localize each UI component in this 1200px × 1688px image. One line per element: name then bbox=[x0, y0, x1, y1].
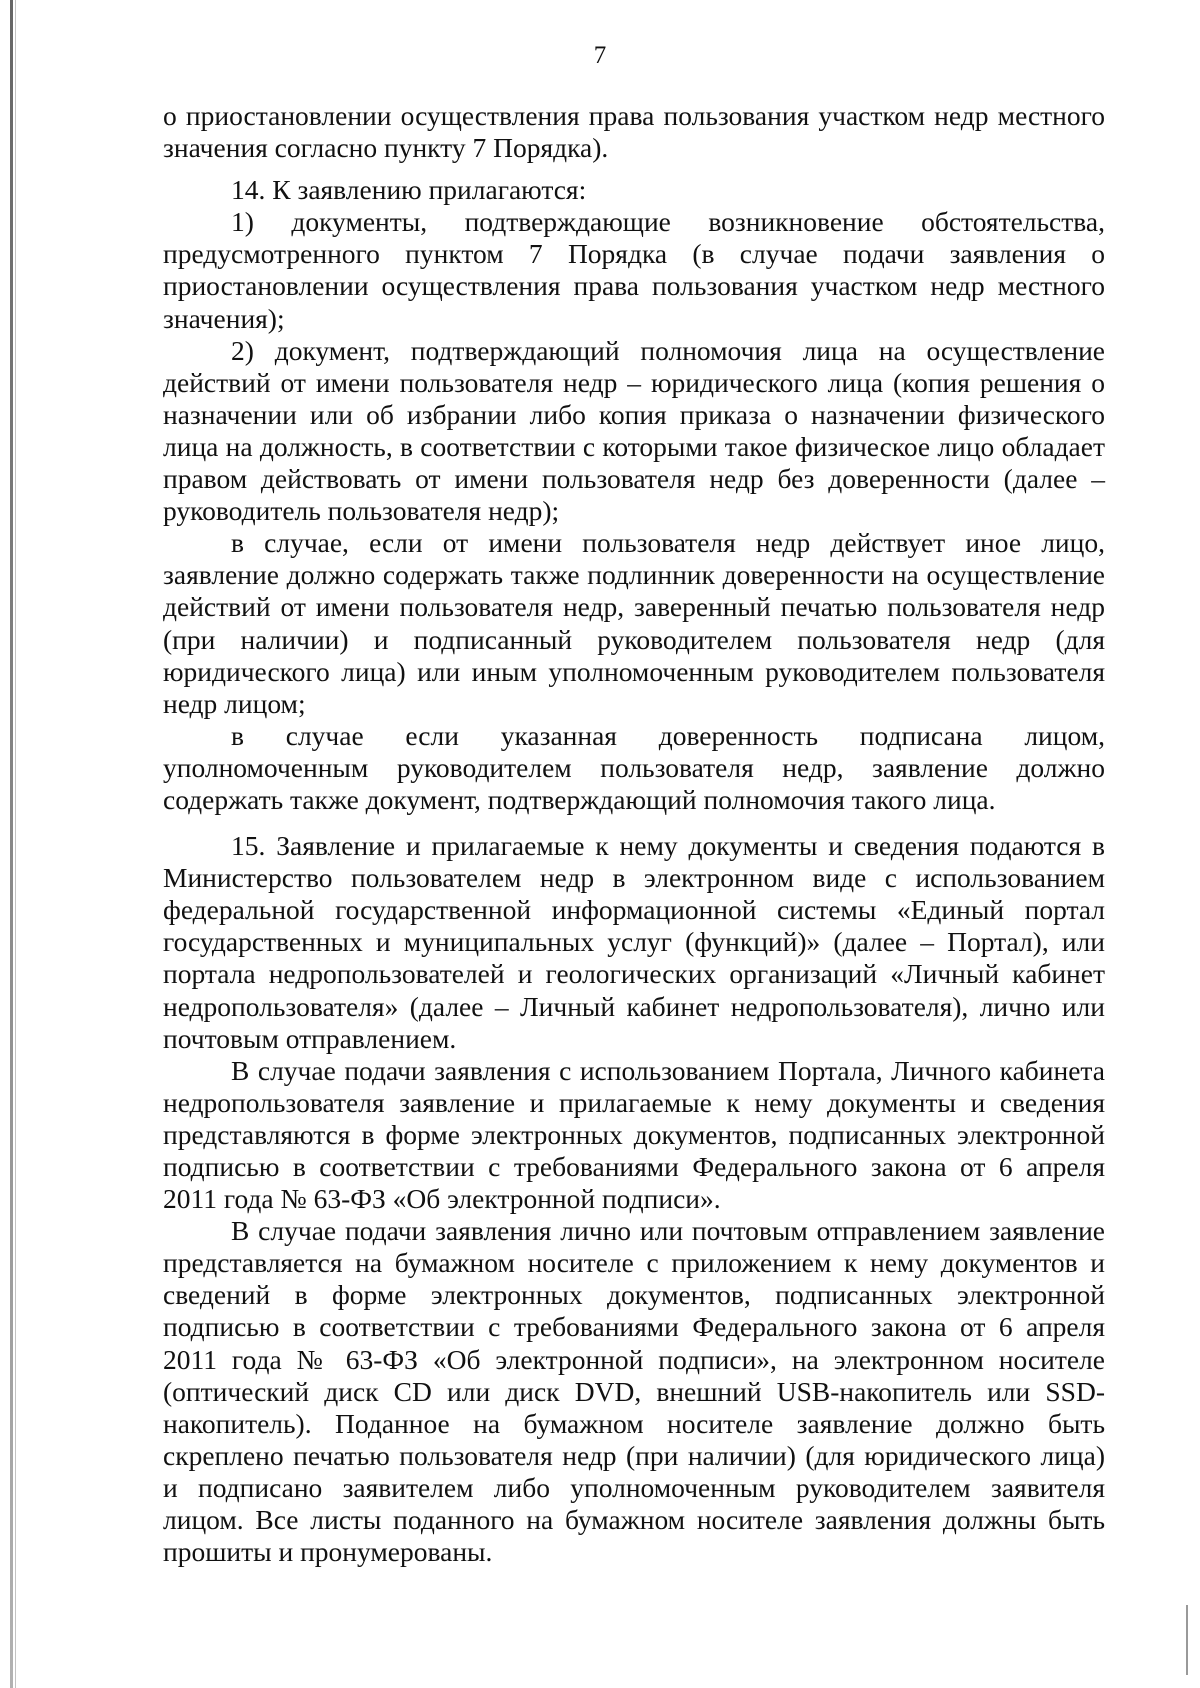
paragraph-paper-submission: В случае подачи заявления лично или почтовым отправлением заявление представляется на бумажном носителе с приложением к нему документов и сведений в форме электронных документов, подписанных электронной подписью в соответствии с требованиями Федерального закона от 6 апреля 2011 года № 63-ФЗ «Об электронной подписи», на электронном носителе (оптический диск CD или диск DVD, внешний USB-накопитель или SSD-накопитель). Поданное на бумажном носителе заявление должно быть скреплено печатью пользователя недр (при наличии) (для юридического лица) и подписано заявителем либо уполномоченным руководителем заявителя лицом. Все листы поданного на бумажном носителе заявления должны быть прошиты и пронумерованы. bbox=[163, 1215, 1105, 1568]
paragraph-continuation: о приостановлении осуществления права пользования участком недр местного значения согласно пункту 7 Порядка). bbox=[163, 100, 1105, 164]
paragraph-item-14-1: 1) документы, подтверждающие возникновение обстоятельства, предусмотренного пунктом 7 Порядка (в случае подачи заявления о приостановлении осуществления права пользования участком недр местного значения); bbox=[163, 206, 1105, 334]
document-body bbox=[163, 100, 1105, 1568]
scan-edge-left-thin bbox=[15, 0, 16, 1688]
paragraph-item-15: 15. Заявление и прилагаемые к нему документы и сведения подаются в Министерство пользователем недр в электронном виде с использованием федеральной государственной информационной системы «Единый портал государственных и муниципальных услуг (функций)» (далее – Портал), или портала недропользователей и геологических организаций «Личный кабинет недропользователя» (далее – Личный кабинет недропользователя), лично или почтовым отправлением. bbox=[163, 830, 1105, 1054]
paragraph-item-14-2: 2) документ, подтверждающий полномочия лица на осуществление действий от имени пользователя недр – юридического лица (копия решения о назначении или об избрании либо копия приказа о назначении физического лица на должность, в соответствии с которыми такое физическое лицо обладает правом действовать от имени пользователя недр без доверенности (далее – руководитель пользователя недр); bbox=[163, 334, 1105, 527]
scan-edge-left bbox=[10, 0, 13, 1688]
paragraph-proxy-signed: в случае если указанная доверенность подписана лицом, уполномоченным руководителем пользователя недр, заявление должно содержать также документ, подтверждающий полномочия такого лица. bbox=[163, 719, 1105, 815]
paragraph-proxy: в случае, если от имени пользователя недр действует иное лицо, заявление должно содержать также подлинник доверенности на осуществление действий от имени пользователя недр, заверенный печатью пользователя недр (при наличии) и подписанный руководителем пользователя недр (для юридического лица) или иным уполномоченным руководителем пользователя недр лицом; bbox=[163, 527, 1105, 719]
paragraph-item-14: 14. К заявлению прилагаются: bbox=[231, 174, 587, 206]
paragraph-portal-submission: В случае подачи заявления с использованием Портала, Личного кабинета недропользователя заявление и прилагаемые к нему документы и сведения представляются в форме электронных документов, подписанных электронной подписью в соответствии с требованиями Федерального закона от 6 апреля 2011 года № 63-ФЗ «Об электронной подписи». bbox=[163, 1054, 1105, 1215]
scan-mark-right bbox=[1186, 1605, 1188, 1675]
page-number: 7 bbox=[593, 42, 607, 69]
